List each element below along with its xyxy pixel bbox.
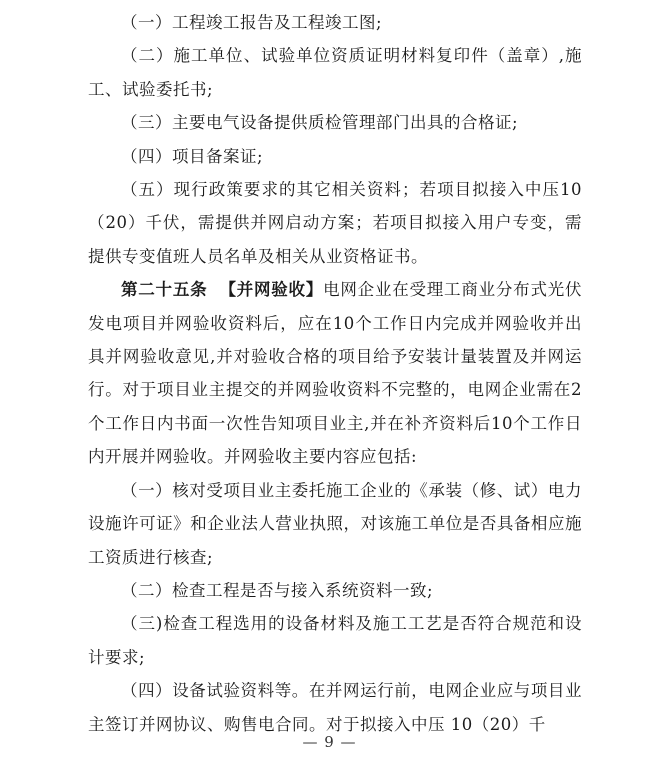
page-number: — 9 — bbox=[302, 733, 357, 751]
list-item: （一）核对受项目业主委托施工企业的《承装（修、试）电力设施许可证》和企业法人营业执照，对该施工单位是否具备相应施工资质进行核查; bbox=[88, 480, 582, 567]
list-item: （五）现行政策要求的其它相关资料；若项目拟接入中压10（20）千伏，需提供并网启动方案；若项目拟接入用户专变，需提供专变值班人员名单及相关从业资格证书。 bbox=[88, 180, 582, 266]
list-item: （四）设备试验资料等。在并网运行前，电网企业应与项目业主签订并网协议、购售电合同。对于拟接入中压 10（20）千 bbox=[88, 681, 582, 734]
list-item: （三)检查工程选用的设备材料及施工工艺是否符合规范和设计要求; bbox=[88, 614, 582, 667]
article-25-paragraph bbox=[88, 273, 582, 473]
article-text: 电网企业在受理工商业分布式光伏发电项目并网验收资料后，应在10个工作日内完成并网验收并出具并网验收意见,并对验收合格的项目给予安装计量装置及并网运行。对于项目业主提交的并网验收资料不完整的，电网企业需在2个工作日内书面一次性告知项目业主,并在补齐资料后10个工作日内开展并网验收。并网验收主要内容应包括: bbox=[88, 280, 582, 467]
document-body bbox=[88, 6, 582, 741]
list-item: （二）施工单位、试验单位资质证明材料复印件（盖章）,施工、试验委托书; bbox=[88, 46, 582, 99]
list-item: （四）项目备案证; bbox=[121, 146, 264, 166]
list-item: （一）工程竣工报告及工程竣工图; bbox=[121, 13, 383, 32]
article-heading: 第二十五条 bbox=[121, 280, 208, 300]
list-item: （二）检查工程是否与接入系统资料一致; bbox=[121, 580, 434, 600]
article-title: 【并网验收】 bbox=[219, 280, 324, 300]
list-item: （三）主要电气设备提供质检管理部门出具的合格证; bbox=[121, 113, 519, 133]
